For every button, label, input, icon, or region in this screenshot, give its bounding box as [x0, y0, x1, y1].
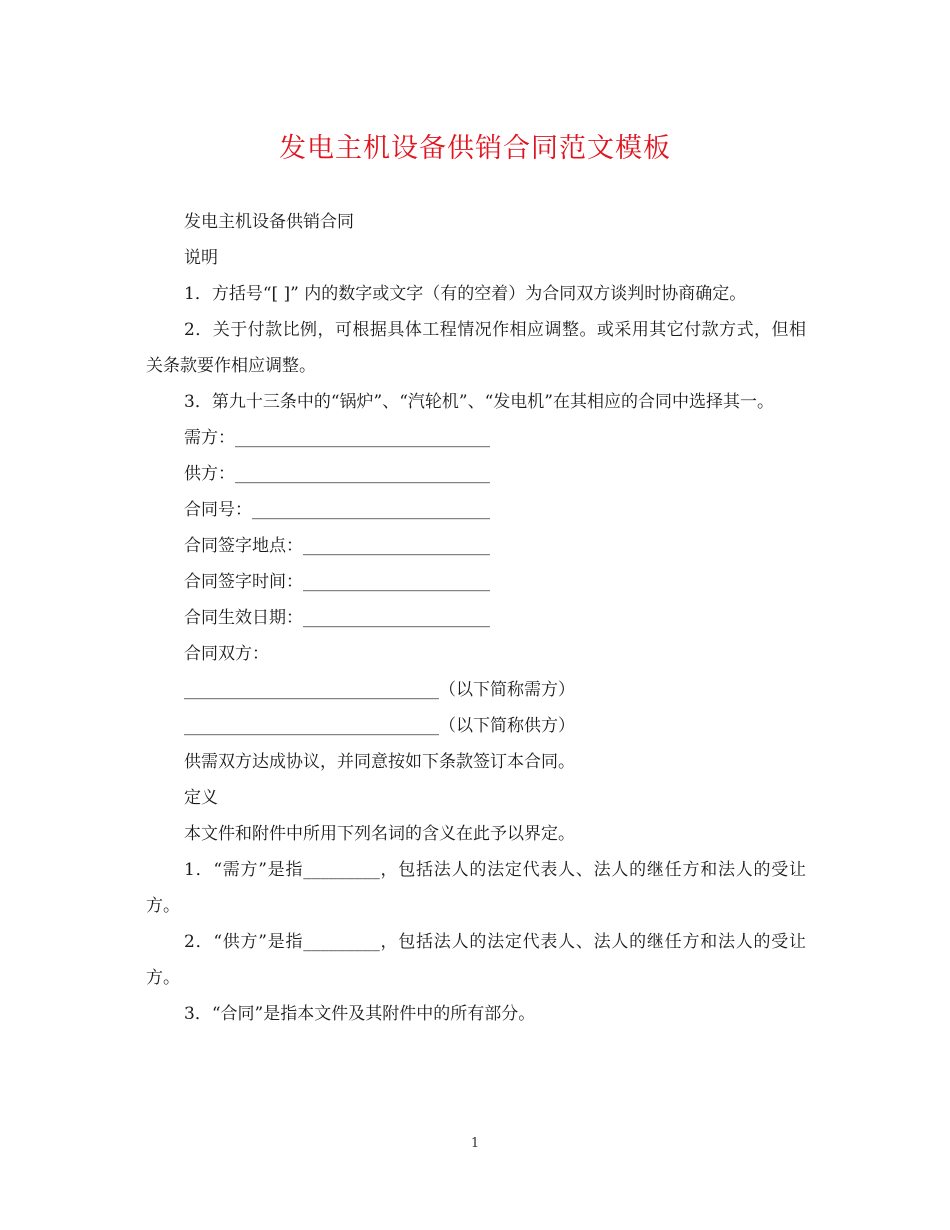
contract-name-line: 发电主机设备供销合同 — [184, 212, 354, 232]
document-title: 发电主机设备供销合同范文模板 — [279, 133, 671, 164]
contract-number-field: 合同号：____________________________ — [184, 500, 490, 520]
definition-item-1: 1．“需方”是指_________，包括法人的法定代表人、法人的继任方和法人的受让方。 — [146, 860, 806, 916]
supplier-field: 供方：______________________________ — [184, 464, 490, 484]
effective-date-field: 合同生效日期：______________________ — [184, 608, 490, 628]
definitions-intro: 本文件和附件中所用下列名词的含义在此予以界定。 — [184, 824, 575, 844]
buyer-field: 需方：______________________________ — [184, 428, 490, 448]
instruction-item-1: 1．方括号“[ ]” 内的数字或文字（有的空着）为合同双方谈判时协商确定。 — [184, 284, 747, 304]
buyer-party-line: ______________________________（以下简称需方） — [184, 680, 575, 700]
agreement-statement: 供需双方达成协议，并同意按如下条款签订本合同。 — [184, 752, 575, 772]
page-number: 1 — [470, 1136, 480, 1151]
parties-heading: 合同双方： — [184, 644, 269, 664]
instruction-item-3: 3．第九十三条中的“锅炉”、“汽轮机”、“发电机”在其相应的合同中选择其一。 — [184, 392, 774, 412]
definition-item-2: 2．“供方”是指_________，包括法人的法定代表人、法人的继任方和法人的受让方。 — [146, 932, 806, 988]
supplier-party-line: ______________________________（以下简称供方） — [184, 716, 575, 736]
signing-place-field: 合同签字地点：______________________ — [184, 536, 490, 556]
definitions-heading: 定义 — [184, 788, 218, 808]
instructions-heading: 说明 — [184, 248, 218, 268]
instruction-item-2: 2．关于付款比例，可根据具体工程情况作相应调整。或采用其它付款方式，但相关条款要作相应调整。 — [146, 320, 806, 376]
signing-time-field: 合同签字时间：______________________ — [184, 572, 490, 592]
document-body — [146, 204, 806, 1032]
definition-item-3: 3．“合同”是指本文件及其附件中的所有部分。 — [184, 1004, 536, 1024]
